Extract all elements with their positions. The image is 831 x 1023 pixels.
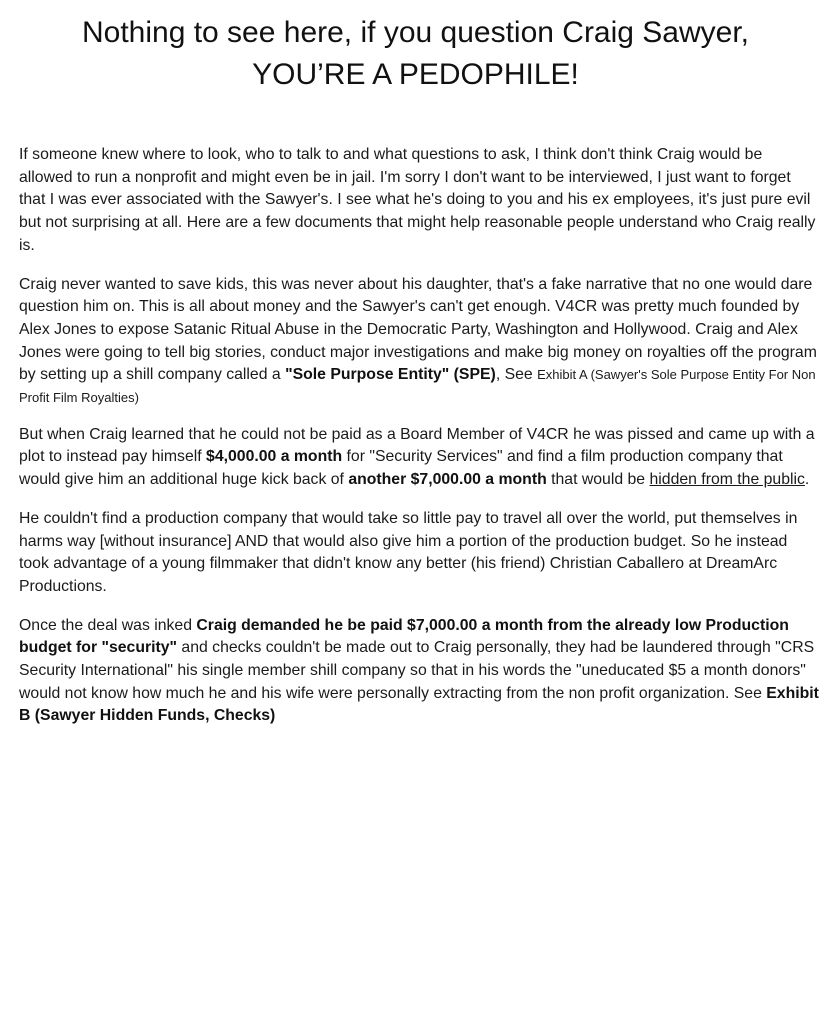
hidden-from-public-underline: hidden from the public <box>649 471 805 489</box>
kickback-amount: another $7,000.00 a month <box>348 471 547 489</box>
title-line-1: Nothing to see here, if you question Craig Sawyer, <box>81 16 750 49</box>
payment-text-3: that would be <box>546 471 650 489</box>
deal-text-1: Once the deal was inked <box>19 616 197 634</box>
paragraph-motive-see: , See <box>495 366 538 384</box>
document-body <box>19 144 819 743</box>
sole-purpose-entity-bold: "Sole Purpose Entity" (SPE) <box>285 366 496 384</box>
payment-text-1: But when Craig learned that he could not be paid as a Board Member of V4CR he was pissed and came up with a plot to instead pay himself <box>19 425 815 466</box>
title-line-2: YOU’RE A PEDOPHILE! <box>252 58 579 91</box>
paragraph-motive-text: Craig never wanted to save kids, this was never about his daughter, that's a fake narrative that no one would dare question him on. This is all about money and the Sawyer's can't get enough. V4CR was pretty much founded by Alex Jones to expose Satanic Ritual Abuse in the Democratic Party, Washington and Hollywood. Craig and Alex Jones were going to tell big stories, conduct major investigations and make big money on royalties off the program by setting up a shill company called a <box>19 275 817 384</box>
paragraph-motive <box>19 274 819 410</box>
exhibit-a-reference: Exhibit A (Sawyer's Sole Purpose Entity For Non Profit Film Royalties) <box>19 367 816 406</box>
page-title <box>0 12 831 96</box>
deal-text-2: and checks couldn't be made out to Craig personally, they had be laundered through "CRS Security International" his single member shill company so that in his words the "uneducated $5 a month donors" would not know how much he and his wife were personally extracting from the non profit organization. See <box>19 639 815 702</box>
security-demand-bold: Craig demanded he be paid $7,000.00 a month from the already low Production budget for "security" <box>19 616 789 657</box>
payment-text-2: for "Security Services" and find a film production company that would give him an additional huge kick back of <box>19 448 783 489</box>
paragraph-intro: If someone knew where to look, who to talk to and what questions to ask, I think don't think Craig would be allowed to run a nonprofit and might even be in jail. I'm sorry I don't want to be interviewed, I just want to forget that I was ever associated with the Sawyer's. I see what he's doing to you and his ex employees, it's just pure evil but not surprising at all. Here are a few documents that might help reasonable people understand who Craig really is. <box>19 146 816 254</box>
paragraph-payment-plot <box>19 424 819 492</box>
paragraph-deal <box>19 615 819 729</box>
payment-text-4: . <box>804 471 810 489</box>
paragraph-production-company: He couldn't find a production company that would take so little pay to travel all over the world, put themselves in harms way [without insurance] AND that would also give him a portion of the production budget. So he instead took advantage of a young filmmaker that didn't know any better (his friend) Christian Caballero at DreamArc Productions. <box>19 509 798 595</box>
exhibit-b-reference: Exhibit B (Sawyer Hidden Funds, Checks) <box>19 684 819 725</box>
monthly-security-amount: $4,000.00 a month <box>206 448 343 466</box>
